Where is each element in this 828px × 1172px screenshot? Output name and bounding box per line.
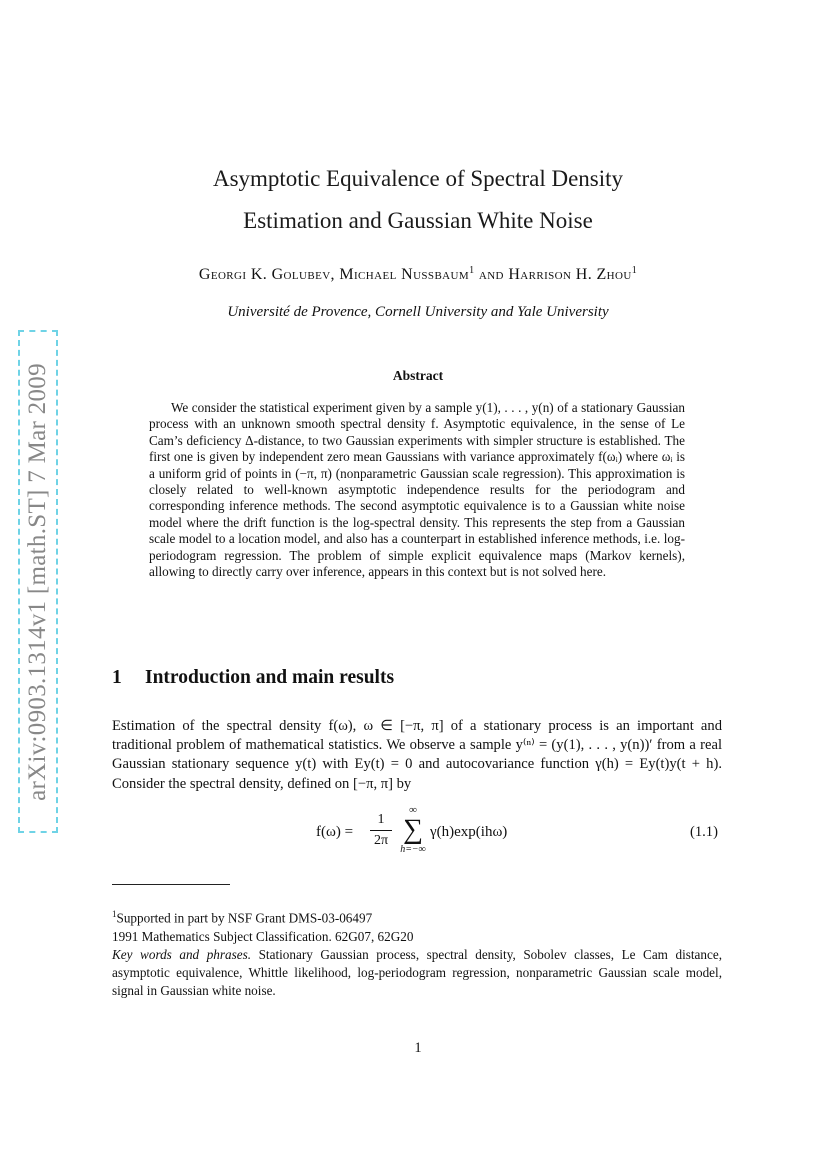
sum-symbol: ∑	[403, 814, 423, 845]
section-number: 1	[112, 667, 122, 688]
arxiv-identifier[interactable]: arXiv:0903.1314v1 [math.ST] 7 Mar 2009	[24, 363, 51, 801]
author-golubev: Georgi K. Golubev,	[198, 266, 340, 283]
abstract-body: We consider the statistical experiment given by a sample y(1), . . . , y(n) of a stationary Gaussian process with an unknown smooth spectral density f. Asymptotic equivalence, in the sense of Le Cam’s deficiency Δ-distance, to two Gaussian experiments with simpler structure is established. The first one is given by independent zero mean Gaussians with variance approximately f(ωᵢ) where ωᵢ is a uniform grid of points in (−π, π) (nonparametric Gaussian scale regression). This approximation is closely related to well-known asymptotic independence results for the periodogram and corresponding inference methods. The second asymptotic equivalence is to a Gaussian white noise model where the drift function is the log-spectral density. This represents the step from a Gaussian scale model to a location model, and also has a counterpart in established inference methods, i.e. log-periodogram regression. The problem of simple explicit equivalence maps (Markov kernels), allowing to directly carry over inference, appears in this context but is not solved here.	[149, 400, 685, 580]
abstract-heading: Abstract	[392, 368, 444, 383]
msc-classification: 1991 Mathematics Subject Classification. 62G07, 62G20	[112, 928, 414, 944]
equation-rhs: γ(h)exp(ihω)	[430, 824, 508, 840]
keywords-label: Key words and phrases.	[112, 946, 252, 962]
fraction-denominator: 2π	[373, 833, 389, 848]
footnote-mark: 1	[112, 909, 117, 919]
author-zhou: Harrison H. Zhou	[508, 266, 632, 283]
author-nussbaum: Michael Nussbaum	[339, 266, 470, 283]
footnotes	[112, 905, 722, 1000]
sum-lower-limit: h=−∞	[400, 844, 426, 855]
affiliations: Université de Provence, Cornell University and Yale University	[227, 304, 609, 320]
equation-number: (1.1)	[690, 824, 718, 840]
fraction-numerator: 1	[377, 812, 385, 827]
equation-fraction	[370, 812, 392, 849]
footnote-mark-nussbaum: 1	[469, 265, 475, 276]
fraction-bar	[370, 830, 392, 831]
keywords	[112, 946, 722, 1001]
paper-title-line-1: Asymptotic Equivalence of Spectral Density	[212, 166, 624, 191]
equation-lhs: f(ω) =	[316, 824, 354, 840]
footnote-rule	[112, 884, 230, 885]
author-conjunction: and	[474, 266, 509, 283]
paper-title-line-2: Estimation and Gaussian White Noise	[243, 208, 593, 233]
author-list	[0, 265, 828, 284]
footnote-mark-zhou: 1	[631, 265, 638, 276]
sum-upper-limit: ∞	[409, 804, 417, 816]
footnote-funding	[112, 905, 722, 928]
section-title: Introduction and main results	[145, 667, 395, 688]
page-number: 1	[414, 1040, 422, 1056]
intro-paragraph: Estimation of the spectral density f(ω), ω ∈ [−π, π] of a stationary process is an important and traditional problem of mathematical statistics. We observe a sample y⁽ⁿ⁾ = (y(1), . . . , y(n))′ from a real Gaussian stationary sequence y(t) with Ey(t) = 0 and autocovariance function γ(h) = Ey(t)y(t + h). Consider the spectral density, defined on [−π, π] by	[112, 718, 722, 792]
keywords-text: Stationary Gaussian process, spectral density, Sobolev classes, Le Cam distance, asymptotic equivalence, Whittle likelihood, log-periodogram regression, nonparametric Gaussian scale model, signal in Gaussian white noise.	[112, 946, 722, 999]
equation-summation	[398, 804, 428, 856]
footnote-funding-text: Supported in part by NSF Grant DMS-03-06497	[116, 910, 373, 926]
